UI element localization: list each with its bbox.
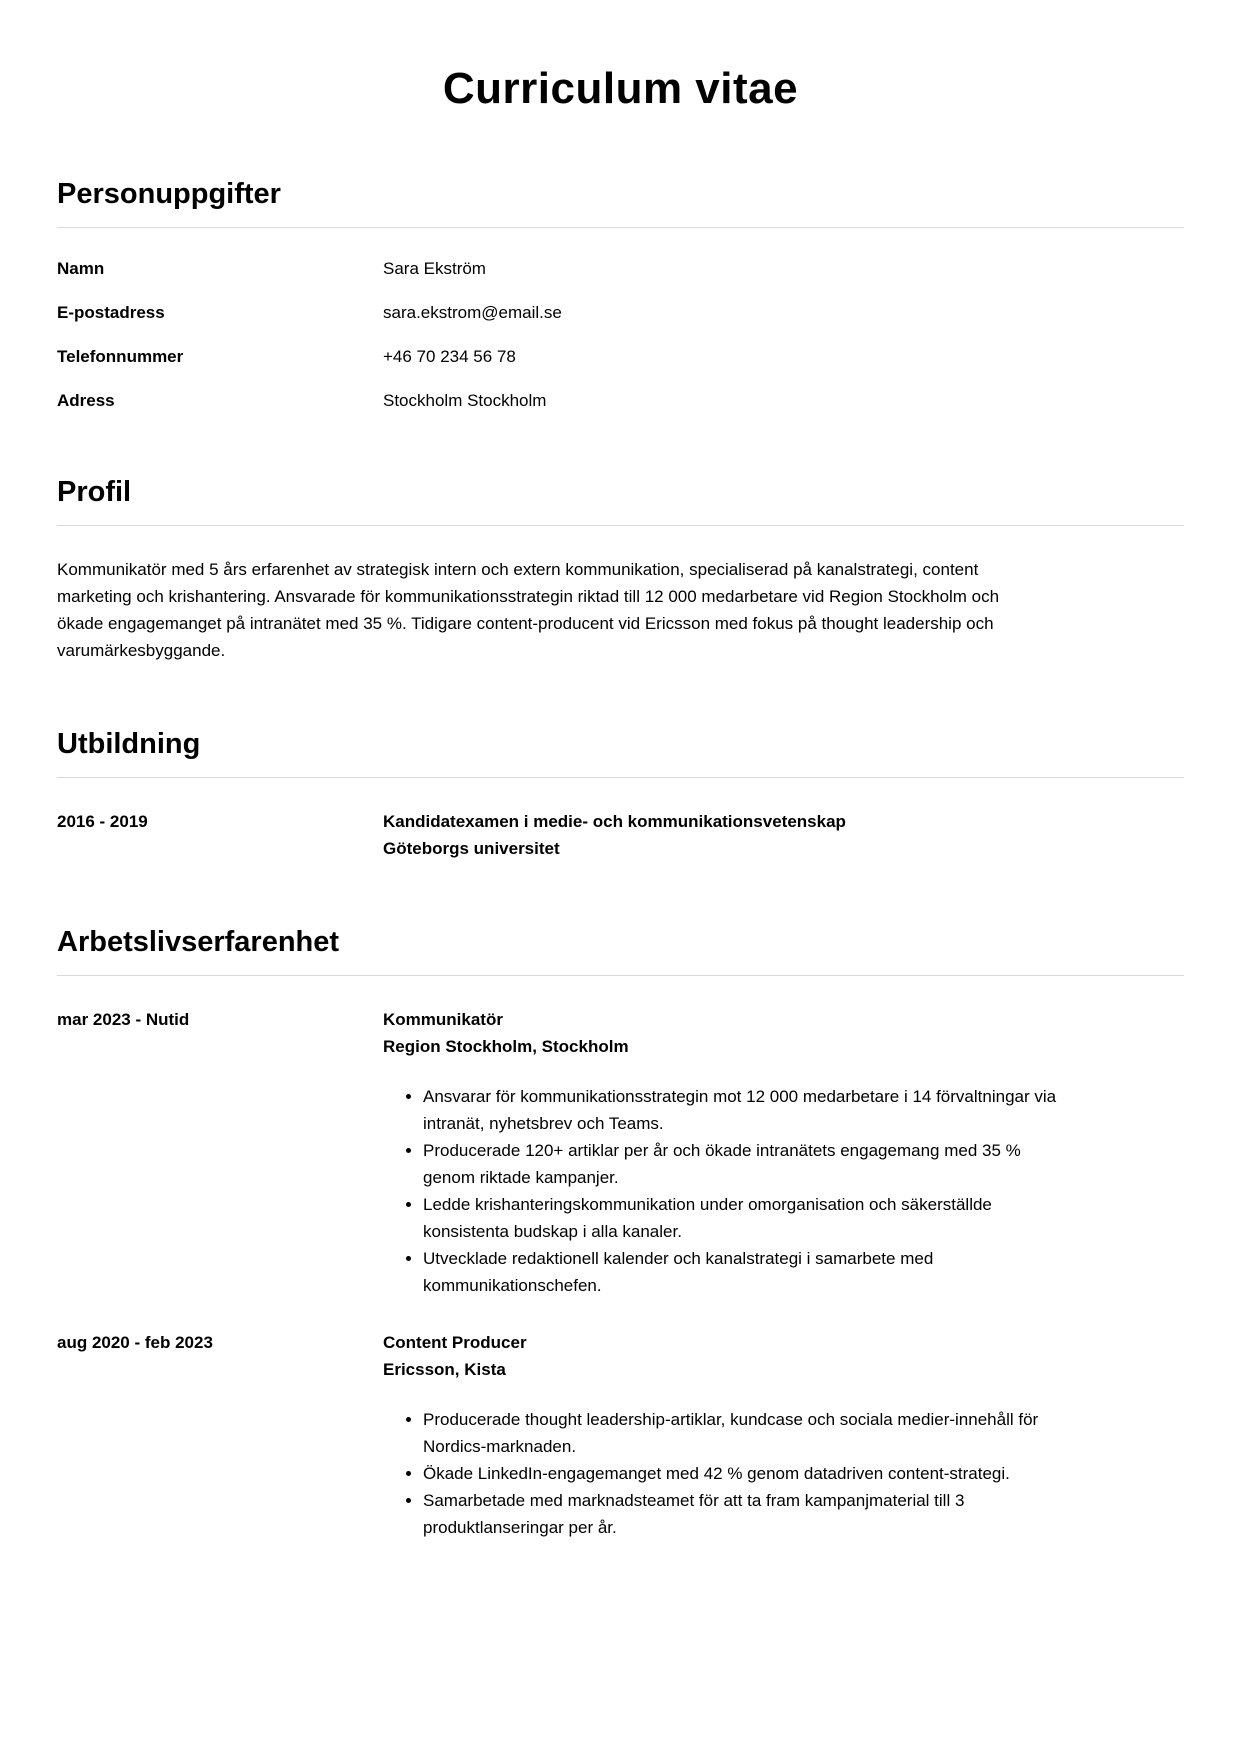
- experience-period: mar 2023 - Nutid: [57, 1010, 190, 1029]
- experience-details: [383, 1329, 1184, 1541]
- field-row-email: [57, 302, 1184, 324]
- education-school: Göteborgs universitet: [383, 839, 560, 858]
- experience-bullet: • Utvecklade redaktionell kalender och kanalstrategi i samarbete med kommunikationschefen.: [423, 1245, 1063, 1299]
- experience-title: Content Producer: [383, 1333, 527, 1352]
- experience-bullet: • Ansvarar för kommunikationsstrategin mot 12 000 medarbetare i 14 förvaltningar via intranät, nyhetsbrev och Teams.: [423, 1083, 1063, 1137]
- experience-bullet: • Samarbetade med marknadsteamet för att ta fram kampanjmaterial till 3 produktlanseringar per år.: [423, 1487, 1063, 1541]
- experience-bullet: • Ledde krishanteringskommunikation under omorganisation och säkerställde konsistenta budskap i alla kanaler.: [423, 1191, 1063, 1245]
- field-row-name: [57, 258, 1184, 280]
- field-value: Sara Ekström: [383, 259, 486, 278]
- profile-body: [57, 526, 1184, 664]
- field-row-phone: [57, 346, 1184, 368]
- experience-organization: Region Stockholm, Stockholm: [383, 1037, 629, 1056]
- experience-bullet: • Producerade thought leadership-artiklar, kundcase och sociala medier-innehåll för Nordics-marknaden.: [423, 1406, 1063, 1460]
- experience-title: Kommunikatör: [383, 1010, 503, 1029]
- experience-details: [383, 1006, 1184, 1299]
- section-heading-education: Utbildning: [57, 728, 1184, 778]
- field-row-address: [57, 390, 1184, 412]
- education-entry: [57, 808, 1184, 862]
- section-experience: [57, 926, 1184, 1541]
- experience-bullet: • Ökade LinkedIn-engagemanget med 42 % genom datadriven content-strategi.: [423, 1460, 1063, 1487]
- section-personal: [57, 178, 1184, 412]
- field-label: Namn: [57, 259, 105, 278]
- education-period: 2016 - 2019: [57, 812, 148, 831]
- personal-fields: [57, 228, 1184, 412]
- experience-bullet: • Producerade 120+ artiklar per år och ökade intranätets engagemang med 35 % genom riktade kampanjer.: [423, 1137, 1063, 1191]
- field-label: Telefonnummer: [57, 347, 184, 366]
- field-value: +46 70 234 56 78: [383, 347, 516, 366]
- field-label: Adress: [57, 391, 115, 410]
- section-heading-personal: Personuppgifter: [57, 178, 1184, 228]
- field-label: E-postadress: [57, 303, 165, 322]
- experience-entry: [57, 1006, 1184, 1299]
- experience-bullet-list: [383, 1083, 1063, 1299]
- experience-entries: [57, 976, 1184, 1541]
- education-details: [383, 808, 1184, 862]
- section-profile: [57, 476, 1184, 664]
- experience-organization: Ericsson, Kista: [383, 1360, 506, 1379]
- section-education: [57, 728, 1184, 862]
- experience-period: aug 2020 - feb 2023: [57, 1333, 213, 1352]
- page-title: Curriculum vitae: [442, 64, 799, 113]
- field-value: Stockholm Stockholm: [383, 391, 547, 410]
- profile-text: Kommunikatör med 5 års erfarenhet av strategisk intern och extern kommunikation, specialiserad på kanalstrategi, content marketing och krishantering. Ansvarade för kommunikationsstrategin riktad till 12 000 medarbetare vid Region Stockholm och ökade engagemanget på intranätet med 35 %. Tidigare content-producent vid Ericsson med fokus på thought leadership och varumärkesbyggande.: [57, 560, 1000, 660]
- experience-bullet-list: [383, 1406, 1063, 1541]
- education-degree: Kandidatexamen i medie- och kommunikationsvetenskap: [383, 812, 846, 831]
- section-heading-profile: Profil: [57, 476, 1184, 526]
- field-value: sara.ekstrom@email.se: [383, 303, 562, 322]
- section-heading-experience: Arbetslivserfarenhet: [57, 926, 1184, 976]
- experience-entry: [57, 1329, 1184, 1541]
- education-entries: [57, 778, 1184, 862]
